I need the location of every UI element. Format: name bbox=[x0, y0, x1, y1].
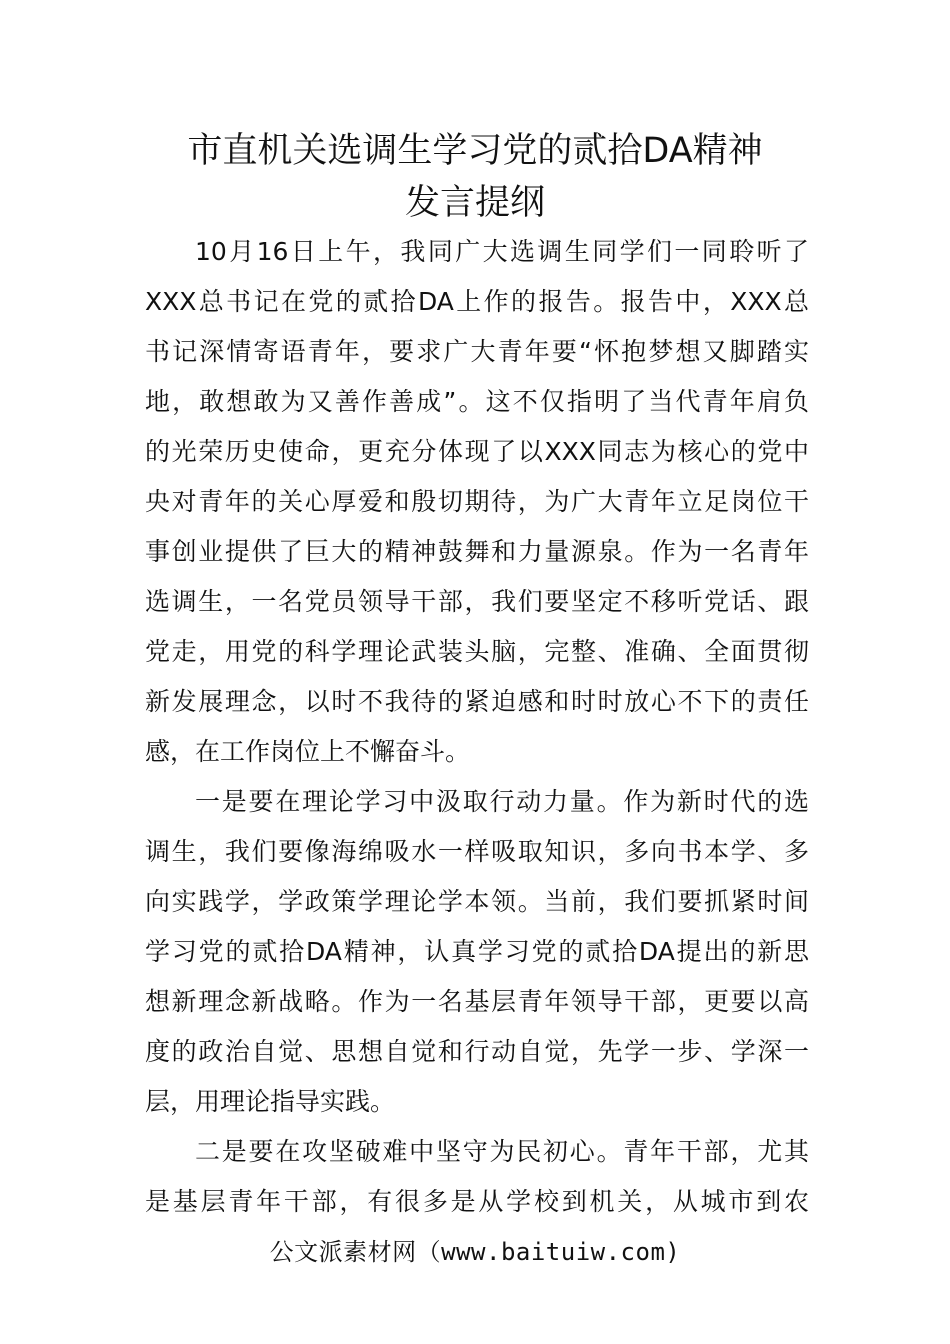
paragraph-1-line: 感，在工作岗位上不懈奋斗。 bbox=[145, 737, 471, 766]
paragraph-2-line: 层，用理论指导实践。 bbox=[145, 1087, 396, 1116]
paragraph-2-line: 度的政治自觉、思想自觉和行动自觉，先学一步、学深一 bbox=[145, 1037, 809, 1066]
paragraph-1-line: 选调生，一名党员领导干部，我们要坚定不移听党话、跟 bbox=[145, 587, 809, 616]
paragraph-3-line: 是基层青年干部，有很多是从学校到机关，从城市到农 bbox=[145, 1187, 809, 1216]
document-title-line-1: 市直机关选调生学习党的贰拾DA精神 bbox=[187, 131, 763, 171]
paragraph-1-line: 央对青年的关心厚爱和殷切期待，为广大青年立足岗位干 bbox=[145, 487, 809, 516]
paragraph-1-line: 地，敢想敢为又善作善成”。这不仅指明了当代青年肩负 bbox=[145, 387, 809, 416]
paragraph-3-line: 二是要在攻坚破难中坚守为民初心。青年干部，尤其 bbox=[195, 1137, 809, 1166]
paragraph-1-line: XXX总书记在党的贰拾DA上作的报告。报告中，XXX总 bbox=[145, 287, 809, 316]
paragraph-1-line: 书记深情寄语青年，要求广大青年要“怀抱梦想又脚踏实 bbox=[145, 337, 809, 366]
paragraph-1-line: 事创业提供了巨大的精神鼓舞和力量源泉。作为一名青年 bbox=[145, 537, 809, 566]
paragraph-2-line: 一是要在理论学习中汲取行动力量。作为新时代的选 bbox=[195, 787, 809, 816]
paragraph-2-line: 向实践学，学政策学理论学本领。当前，我们要抓紧时间 bbox=[145, 887, 809, 916]
paragraph-2-line: 想新理念新战略。作为一名基层青年领导干部，更要以高 bbox=[145, 987, 809, 1016]
paragraph-1-line: 的光荣历史使命，更充分体现了以XXX同志为核心的党中 bbox=[145, 437, 809, 466]
document-title-line-2: 发言提纲 bbox=[404, 183, 545, 223]
footer-watermark: 公文派素材网（www.baituiw.com) bbox=[269, 1238, 681, 1266]
paragraph-2-line: 调生，我们要像海绵吸水一样吸取知识，多向书本学、多 bbox=[145, 837, 809, 866]
paragraph-2-line: 学习党的贰拾DA精神，认真学习党的贰拾DA提出的新思 bbox=[145, 937, 809, 966]
paragraph-1-line: 党走，用党的科学理论武装头脑，完整、准确、全面贯彻 bbox=[145, 637, 809, 666]
paragraph-1-line: 新发展理念，以时不我待的紧迫感和时时放心不下的责任 bbox=[145, 687, 809, 716]
paragraph-1-line: 10月16日上午，我同广大选调生同学们一同聆听了 bbox=[195, 237, 809, 266]
document-body bbox=[145, 227, 809, 1227]
